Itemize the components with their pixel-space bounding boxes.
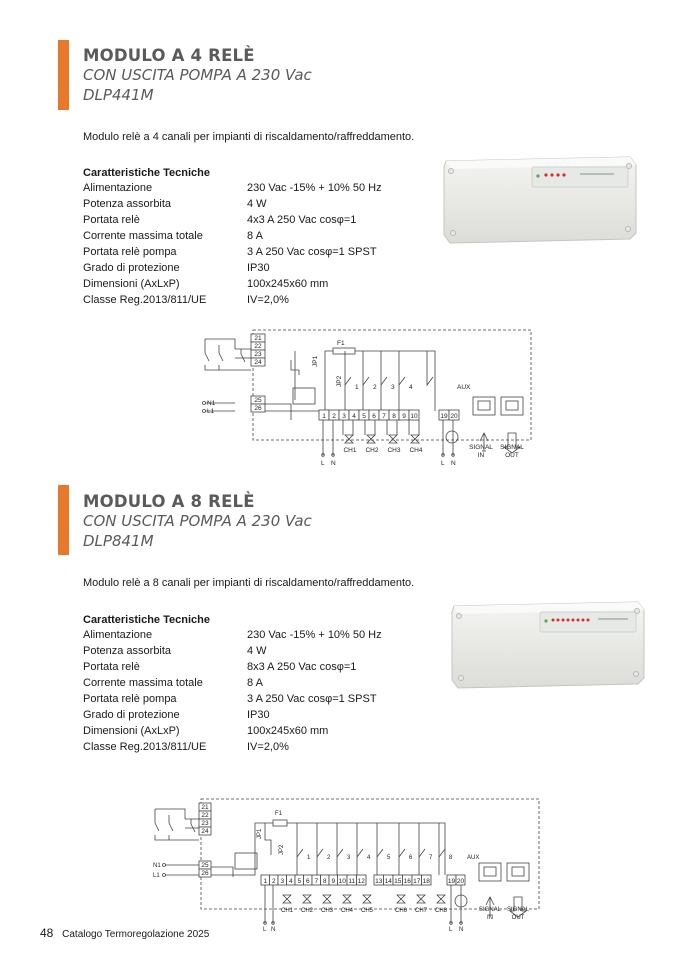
catalog-title: Catalogo Termoregolazione 2025 [62, 929, 210, 940]
product-description: Modulo relè a 4 canali per impianti di riscaldamento/raffreddamento. [83, 131, 415, 143]
spec-value: 230 Vac -15% + 10% 50 Hz [247, 629, 382, 641]
terminal-label: 6 [372, 413, 376, 420]
spec-label: Grado di protezione [83, 709, 180, 721]
terminal-label: 8 [322, 878, 327, 885]
terminal-label: 8 [392, 413, 396, 420]
n1-label: N1 [207, 400, 216, 407]
terminal-label: 10 [338, 878, 346, 885]
terminal-label: 26 [201, 870, 209, 877]
channel-label: CH1 [343, 447, 357, 454]
spec-value: 3 A 250 Vac cosφ=1 SPST [247, 693, 377, 705]
terminal-label: 5 [362, 413, 366, 420]
spec-label: Corrente massima totale [83, 677, 203, 689]
channel-label: CH3 [320, 908, 334, 914]
page-number: 48 [40, 926, 54, 940]
n-label: N [451, 460, 456, 467]
spec-value: 230 Vac -15% + 10% 50 Hz [247, 182, 382, 194]
relay-label: 1 [355, 384, 359, 391]
l1-label: L1 [207, 408, 215, 415]
product-code: DLP441M [83, 86, 154, 104]
n-label: N [459, 927, 464, 933]
wiring-diagram-4-relay [195, 325, 535, 470]
l-label: L [263, 927, 267, 933]
relay-label: 3 [391, 384, 395, 391]
spec-value: IV=2,0% [247, 294, 289, 306]
output-terminal-block [261, 875, 465, 885]
l-label: L [441, 460, 445, 467]
relay-label: 4 [409, 384, 413, 391]
channel-label: CH3 [387, 447, 401, 454]
spec-label: Portata relè pompa [83, 693, 177, 705]
spec-label: Portata relè pompa [83, 246, 177, 258]
signal-out-label: SIGNAL [500, 444, 524, 451]
signal-in-label: IN [487, 915, 493, 921]
terminal-label: 20 [456, 878, 465, 885]
output-terminal-block [319, 410, 459, 420]
terminal-label: 23 [254, 351, 262, 358]
spec-value: IP30 [247, 262, 270, 274]
channel-label: CH8 [434, 908, 448, 914]
terminal-label: 2 [271, 878, 276, 885]
terminal-label: 1 [322, 413, 326, 420]
relay-module-photo [440, 155, 640, 245]
terminal-label: 25 [201, 862, 209, 869]
l-label: L [321, 460, 325, 467]
spec-label: Classe Reg.2013/811/UE [83, 741, 207, 753]
n-label: N [271, 927, 276, 933]
spec-label: Alimentazione [83, 182, 153, 194]
spec-label: Dimensioni (AxLxP) [83, 278, 180, 290]
wiring-diagram-8-relay [145, 795, 545, 935]
spec-value: 100x245x60 mm [247, 725, 329, 737]
spec-label: Portata relè [83, 214, 140, 226]
terminal-label: 21 [201, 804, 209, 811]
spec-label: Dimensioni (AxLxP) [83, 725, 180, 737]
terminal-label: 11 [348, 878, 356, 885]
terminal-label: 2 [332, 413, 336, 420]
relay-label: 2 [373, 384, 377, 391]
spec-value: 8x3 A 250 Vac cosφ=1 [247, 661, 357, 673]
terminal-label: 7 [314, 878, 319, 885]
channel-label: CH2 [300, 908, 314, 914]
terminal-label: 4 [352, 413, 356, 420]
signal-in-label: SIGNAL [469, 444, 493, 451]
jumper-label: JP1 [312, 355, 319, 367]
spec-label: Classe Reg.2013/811/UE [83, 294, 207, 306]
terminal-label: 25 [254, 397, 262, 404]
spec-value: 3 A 250 Vac cosφ=1 SPST [247, 246, 377, 258]
accent-bar [58, 40, 69, 110]
section-title: MODULO A 4 RELÈ [83, 46, 255, 65]
section-title: MODULO A 8 RELÈ [83, 492, 255, 511]
terminal-label: 1 [263, 878, 268, 885]
spec-label: Corrente massima totale [83, 230, 203, 242]
relay-label: 7 [429, 855, 433, 861]
n-label: N [331, 460, 336, 467]
relay-label: 6 [409, 855, 413, 861]
terminal-label: 16 [403, 878, 411, 885]
accent-bar [58, 485, 69, 555]
l-label: L [449, 927, 453, 933]
channel-label: CH7 [414, 908, 428, 914]
channel-label: CH2 [365, 447, 379, 454]
spec-value: IP30 [247, 709, 270, 721]
spec-label: Grado di protezione [83, 262, 180, 274]
page-footer [40, 926, 209, 940]
terminal-label: 7 [382, 413, 386, 420]
spec-value: 8 A [247, 230, 263, 242]
spec-value: IV=2,0% [247, 741, 289, 753]
terminal-label: 22 [254, 343, 262, 350]
terminal-label: 18 [422, 878, 430, 885]
spec-value: 100x245x60 mm [247, 278, 329, 290]
relay-label: 1 [307, 855, 311, 861]
spec-label: Potenza assorbita [83, 198, 172, 210]
spec-label: Alimentazione [83, 629, 153, 641]
channel-label: CH1 [280, 908, 294, 914]
terminal-label: 9 [402, 413, 406, 420]
terminal-label: 13 [375, 878, 383, 885]
aux-label: AUX [457, 384, 471, 391]
l1-label: L1 [153, 873, 160, 879]
signal-in-label: IN [477, 452, 485, 459]
terminal-label: 5 [297, 878, 302, 885]
terminal-label: 24 [201, 828, 209, 835]
terminal-label: 23 [201, 820, 209, 827]
relay-label: 3 [347, 855, 351, 861]
terminal-label: 10 [410, 413, 418, 420]
aux-label: AUX [467, 855, 480, 861]
relay-label: 5 [387, 855, 391, 861]
section-subtitle: CON USCITA POMPA A 230 Vac [83, 512, 312, 530]
fuse-label: F1 [337, 340, 345, 347]
n1-label: N1 [153, 863, 161, 869]
specs-heading: Caratteristiche Tecniche [83, 167, 210, 179]
relay-label: 8 [449, 855, 453, 861]
terminal-label: 6 [305, 878, 310, 885]
jumper-label: JP1 [257, 828, 263, 839]
terminal-label: 19 [440, 413, 448, 420]
terminal-label: 19 [447, 878, 456, 885]
jumper-label: JP2 [279, 844, 285, 855]
signal-out-label: OUT [511, 915, 525, 921]
relay-module-photo [448, 600, 648, 690]
spec-label: Portata relè [83, 661, 140, 673]
fuse-label: F1 [275, 811, 283, 817]
signal-in-label: SIGNAL [478, 907, 502, 913]
specs-heading: Caratteristiche Tecniche [83, 614, 210, 626]
section-subtitle: CON USCITA POMPA A 230 Vac [83, 66, 312, 84]
terminal-label: 22 [201, 812, 209, 819]
terminal-label: 14 [384, 878, 392, 885]
terminal-label: 12 [357, 878, 365, 885]
channel-label: CH6 [394, 908, 408, 914]
relay-label: 2 [327, 855, 331, 861]
terminal-label: 20 [450, 413, 458, 420]
terminal-label: 15 [394, 878, 402, 885]
channel-label: CH4 [409, 447, 423, 454]
product-code: DLP841M [83, 532, 154, 550]
relay-label: 4 [367, 855, 371, 861]
channel-label: CH5 [360, 908, 374, 914]
spec-label: Potenza assorbita [83, 645, 172, 657]
terminal-label: 17 [413, 878, 421, 885]
product-description: Modulo relè a 8 canali per impianti di riscaldamento/raffreddamento. [83, 577, 415, 589]
terminal-label: 3 [342, 413, 346, 420]
terminal-label: 3 [280, 878, 285, 885]
spec-value: 4 W [247, 645, 267, 657]
terminal-label: 26 [254, 405, 262, 412]
spec-value: 4 W [247, 198, 267, 210]
spec-value: 8 A [247, 677, 263, 689]
terminal-label: 24 [254, 359, 262, 366]
terminal-label: 21 [254, 335, 262, 342]
terminal-label: 9 [331, 878, 336, 885]
terminal-label: 4 [288, 878, 293, 885]
spec-value: 4x3 A 250 Vac cosφ=1 [247, 214, 357, 226]
signal-out-label: OUT [505, 452, 519, 459]
channel-label: CH4 [340, 908, 354, 914]
jumper-label: JP2 [336, 375, 343, 387]
signal-out-label: SIGNAL [506, 907, 530, 913]
